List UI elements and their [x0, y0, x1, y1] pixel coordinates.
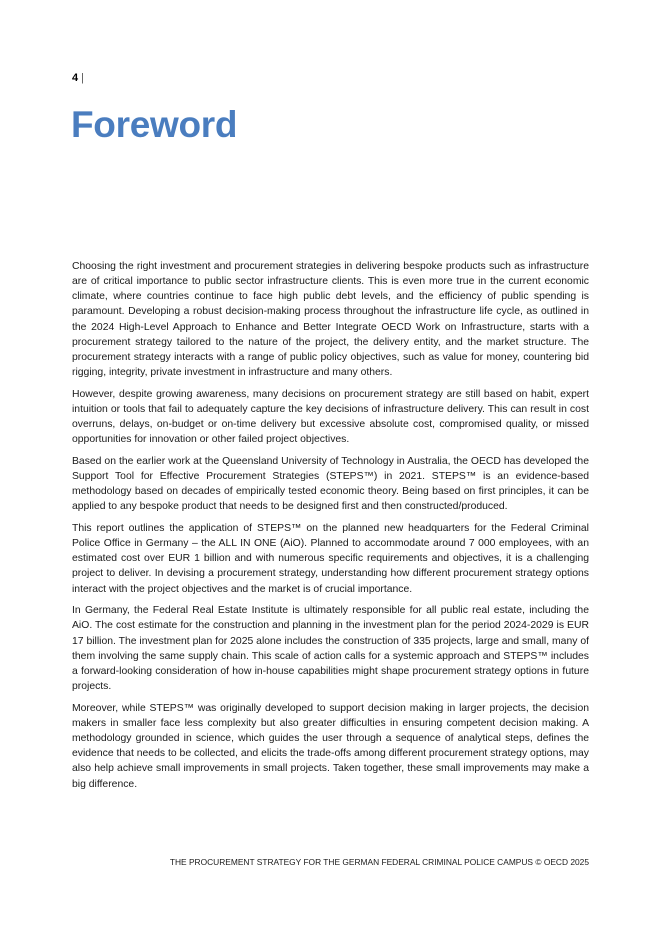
paragraph: Moreover, while STEPS™ was originally developed to support decision making in larger projects, the decision makers in smaller face less complexity but also greater difficulties in ensuring competent decision making. A methodology grounded in science, which guides the user through a sequence of analytical steps, defines the evidence that needs to be collected, and elicits the trade-offs among different procurement strategy options, may also help achieve small improvements in small projects. Taken together, these small improvements may make a big difference.	[72, 702, 589, 790]
page-number	[72, 71, 84, 85]
paragraph: However, despite growing awareness, many decisions on procurement strategy are still based on habit, expert intuition or tools that fail to adequately capture the key decisions of infrastructure delivery. This can result in cost overruns, delays, on-budget or on-time delivery but excessive absolute cost, compromised quality, or missed opportunities for innovation or other failed project objectives.	[72, 388, 589, 446]
page-footer: THE PROCUREMENT STRATEGY FOR THE GERMAN FEDERAL CRIMINAL POLICE CAMPUS © OECD 2025	[169, 857, 589, 867]
foreword-body	[72, 259, 589, 798]
paragraph: This report outlines the application of STEPS™ on the planned new headquarters for the Federal Criminal Police Office in Germany – the ALL IN ONE (AiO). Planned to accommodate around 7 000 employees, with an estimated cost over EUR 1 billion and with numerous specific requirements and objectives, it is a challenging project to deliver. In devising a procurement strategy, understanding how different procurement strategy options interact with the project objectives and the market is of crucial importance.	[72, 523, 589, 595]
paragraph: Choosing the right investment and procurement strategies in delivering bespoke products such as infrastructure are of critical importance to public sector infrastructure clients. This is even more true in the current economic climate, where countries continue to face high public debt levels, and the efficiency of public spending is paramount. Developing a robust decision-making process throughout the infrastructure life cycle, as outlined in the 2024 High-Level Approach to Enhance and Better Integrate OECD Work on Infrastructure, starts with a procurement strategy tailored to the nature of the project, the delivery entity, and the market structure. The procurement strategy interacts with a range of public policy objectives, such as value for money, countering bid rigging, integrity, private investment in infrastructure and many others.	[72, 261, 589, 379]
paragraph: In Germany, the Federal Real Estate Institute is ultimately responsible for all public real estate, including the AiO. The cost estimate for the construction and planning in the investment plan for the period 2024-2029 is EUR 17 billion. The investment plan for 2025 alone includes the construction of 335 projects, large and small, many of them involving the same supply chain. This scale of action calls for a systemic approach and STEPS™ includes a forward-looking consideration of how in-house capabilities might shape procurement strategy options in future projects.	[72, 605, 589, 693]
page-number-value: 4	[72, 72, 79, 84]
page-number-separator: |	[81, 72, 84, 84]
page-title: Foreword	[71, 104, 238, 145]
paragraph: Based on the earlier work at the Queensland University of Technology in Australia, the OECD has developed the Support Tool for Effective Procurement Strategies (STEPS™) in 2021. STEPS™ is an evidence-based methodology based on decades of empirically tested economic theory. Being based on first principles, it can be applied to any bespoke product that needs to be designed first and then constructed/produced.	[72, 455, 589, 513]
